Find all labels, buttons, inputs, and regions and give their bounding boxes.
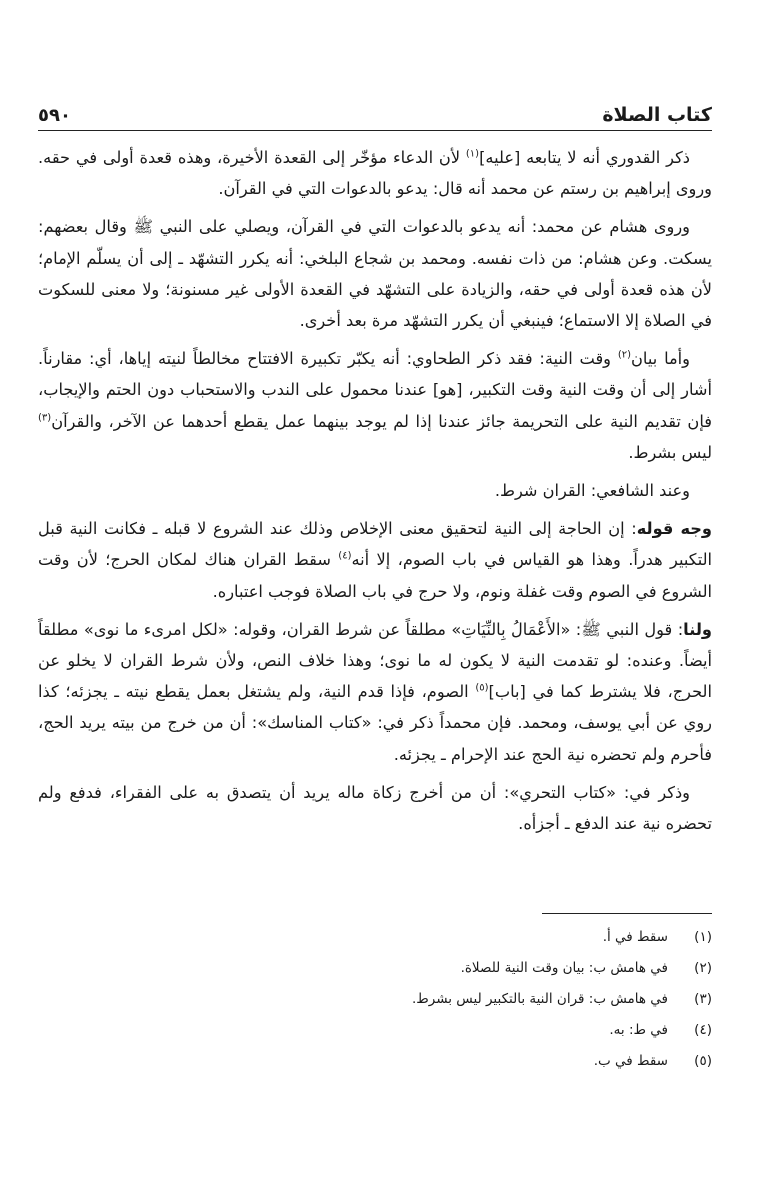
- paragraph-3: وأما بيان$^{(٢)}$ وقت النية: فقد ذكر الطحاوي: أنه يكبّر تكبيرة الافتتاح مخالطاً لنيته إياها، أي: مقارناً. أشار إلى أن وقت النية وقت التكبير، [هو] عندنا محمول على الندب والاستحباب دون الحتم والإيجاب، فإن تقديم النية على التحريمة جائز عندنا إذا لم يوجد بينهما عمل يقطع أحدهما عن الآخر، والقرآن$^{(٣)}$ ليس بشرط.: [38, 349, 712, 462]
- chapter-title: كتاب الصلاة: [602, 104, 712, 126]
- footnote-ref-3: (٣): [38, 412, 52, 424]
- footnote-ref-5: (٥): [475, 682, 489, 694]
- footnote-text: سقط في ب.: [593, 1053, 668, 1069]
- paragraph-5: وجه قوله: إن الحاجة إلى النية لتحقيق معنى الإخلاص وذلك عند الشروع لا قبله ـ فكانت النية قبل التكبير هدراً. وهذا هو القياس في باب الصوم، إلا أنه$^{(٤)}$ سقط القران هناك لمكان الحرج؛ لأن وقت الشروع في الصوم وقت غفلة ونوم، ولا حرج في باب الصلاة فوجب اعتباره.: [38, 519, 713, 601]
- main-text: [38, 142, 712, 846]
- footnote-separator: [542, 913, 712, 914]
- footnote-number: (٤): [694, 1022, 712, 1038]
- paragraph-1: ذكر القدوري أنه لا يتابعه [عليه]$^{(١)}$ لأن الدعاء مؤخّر إلى القعدة الأخيرة، وهذه قعدة أولى في حقه. وروى إبراهيم بن رستم عن محمد أنه قال: يدعو بالدعوات التي في القرآن.: [38, 148, 712, 199]
- footnote-number: (٢): [694, 960, 712, 976]
- footnote-text: في هامش ب: قران النية بالتكبير ليس بشرط.: [411, 991, 668, 1007]
- footnote-ref-2: (٢): [617, 349, 632, 361]
- paragraph-lead: ولنا: [683, 619, 712, 639]
- footnote-2: [200, 953, 712, 984]
- paragraph-7: وذكر في: «كتاب التحري»: أن من أخرج زكاة ماله يريد أن يتصدق به على الفقراء، فدفع ولم تحضره نية عند الدفع ـ أجزأه.: [38, 782, 712, 834]
- paragraph-4: وعند الشافعي: القران شرط.: [494, 481, 690, 501]
- page-header: [38, 96, 712, 131]
- footnote-5: [200, 1046, 712, 1077]
- footnotes: [200, 922, 712, 1077]
- footnote-ref-1: (١): [465, 148, 480, 160]
- footnote-3: [200, 984, 712, 1015]
- footnote-text: في ط: به.: [609, 1022, 668, 1038]
- footnote-number: (٣): [694, 991, 712, 1007]
- footnote-number: (١): [694, 929, 712, 945]
- paragraph-2: وروى هشام عن محمد: أنه يدعو بالدعوات التي في القرآن، ويصلي على النبي ﷺ وقال بعضهم: يسكت. وعن هشام: من ذات نفسه. ومحمد بن شجاع البلخي: أنه يكرر التشهّد ـ إلى أن يسلّم الإمام؛ لأن هذه قعدة أولى في حقه، والزيادة على التشهّد في القعدة الأولى غير مسنونة؛ ولا معنى للسكوت في الصلاة إلا الاستماع؛ فينبغي أن يكرر التشهّد مرة بعد أخرى.: [38, 217, 712, 331]
- paragraph-6: ولنا: قول النبي ﷺ: «الأَعْمَالُ بِالنِّيَاتِ» مطلقاً عن شرط القران، وقوله: «لكل امرىء ما نوى» مطلقاً أيضاً. وعنده: لو تقدمت النية لا يكون له ما نوى؛ وهذا خلاف النص، ولأن شرط القران لا يخلو عن الحرج، فلا يشترط كما في [باب]$^{(٥)}$ الصوم، فإذا قدم النية، ولم يشتغل بعمل يقطع نيته ـ يجزئه؛ كذا روي عن أبي يوسف، ومحمد. فإن محمداً ذكر في: «كتاب المناسك»: أن من خرج من بيته يريد الحج، فأحرم ولم تحضره نية الحج عند الإحرام ـ يجزئه.: [38, 619, 712, 764]
- paragraph-lead: وجه قوله: [636, 519, 712, 539]
- page-number: ٥٩٠: [38, 105, 71, 126]
- footnote-4: [200, 1015, 712, 1046]
- footnote-number: (٥): [694, 1053, 712, 1069]
- footnote-text: في هامش ب: بيان وقت النية للصلاة.: [460, 960, 668, 976]
- footnote-text: سقط في أ.: [602, 929, 668, 945]
- footnote-ref-4: (٤): [338, 551, 352, 563]
- footnote-1: [200, 922, 712, 953]
